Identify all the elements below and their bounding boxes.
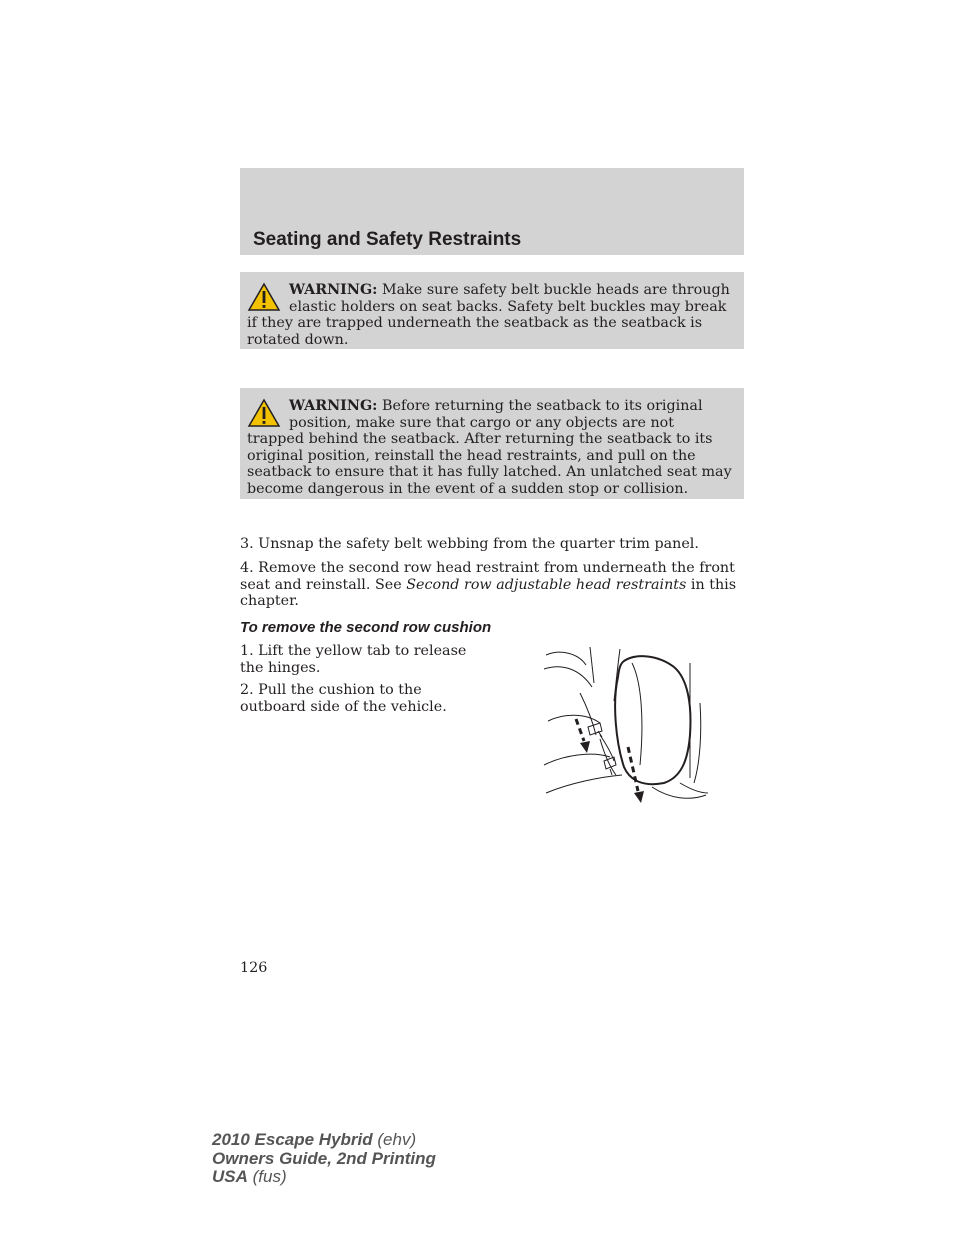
footer-model-line [212,1131,436,1150]
page-number: 126 [240,960,268,976]
cushion-removal-heading: To remove the second row cushion [240,619,492,636]
step-4-outro: in this chapter. [240,576,737,609]
warning-triangle-icon [247,398,281,428]
warning-text: Make sure safety belt buckle heads are through elastic holders on seat backs. Safety belt buckles may break if they are trapped underneath the seatback as the seatback is rotated down. [247,282,730,348]
footer-market: USA [212,1167,248,1186]
cushion-step-2: 2. Pull the cushion to the outboard side of the vehicle. [240,682,447,715]
footer-model-code: (ehv) [372,1130,417,1149]
footer-guide-line [212,1150,436,1169]
document-footer [212,1131,436,1187]
footer-guide: Owners Guide, 2nd Printing [212,1148,436,1168]
footer-model: 2010 Escape Hybrid [212,1130,373,1149]
warning-triangle-icon [247,282,281,312]
warning-label: WARNING: [289,282,378,298]
warning-text: Before returning the seatback to its original position, make sure that cargo or any objects are not trapped behind the seatback. After returning the seatback to its original position, reinstall the head restraints, and pull on the seatback to ensure that it has fully latched. An unlatched seat may become dangerous in the event of a sudden stop or collision. [247,398,732,497]
warning-label: WARNING: [289,398,378,414]
section-title: Seating and Safety Restraints [253,229,522,250]
section-header-band [240,168,744,255]
warning-box-1 [240,272,744,349]
seat-cushion-removal-illustration [540,643,710,808]
step-4-intro: 4. Remove the second row head restraint from underneath the front seat and reinstall. See [240,560,735,593]
step-3-text: 3. Unsnap the safety belt webbing from the quarter trim panel. [240,536,699,552]
footer-market-line [212,1168,436,1187]
step-4-text [240,560,744,610]
footer-market-code: (fus) [247,1167,287,1186]
cross-reference-link[interactable]: Second row adjustable head restraints [406,576,687,593]
cushion-step-1: 1. Lift the yellow tab to release the hinges. [240,643,467,676]
warning-box-2 [240,388,744,499]
